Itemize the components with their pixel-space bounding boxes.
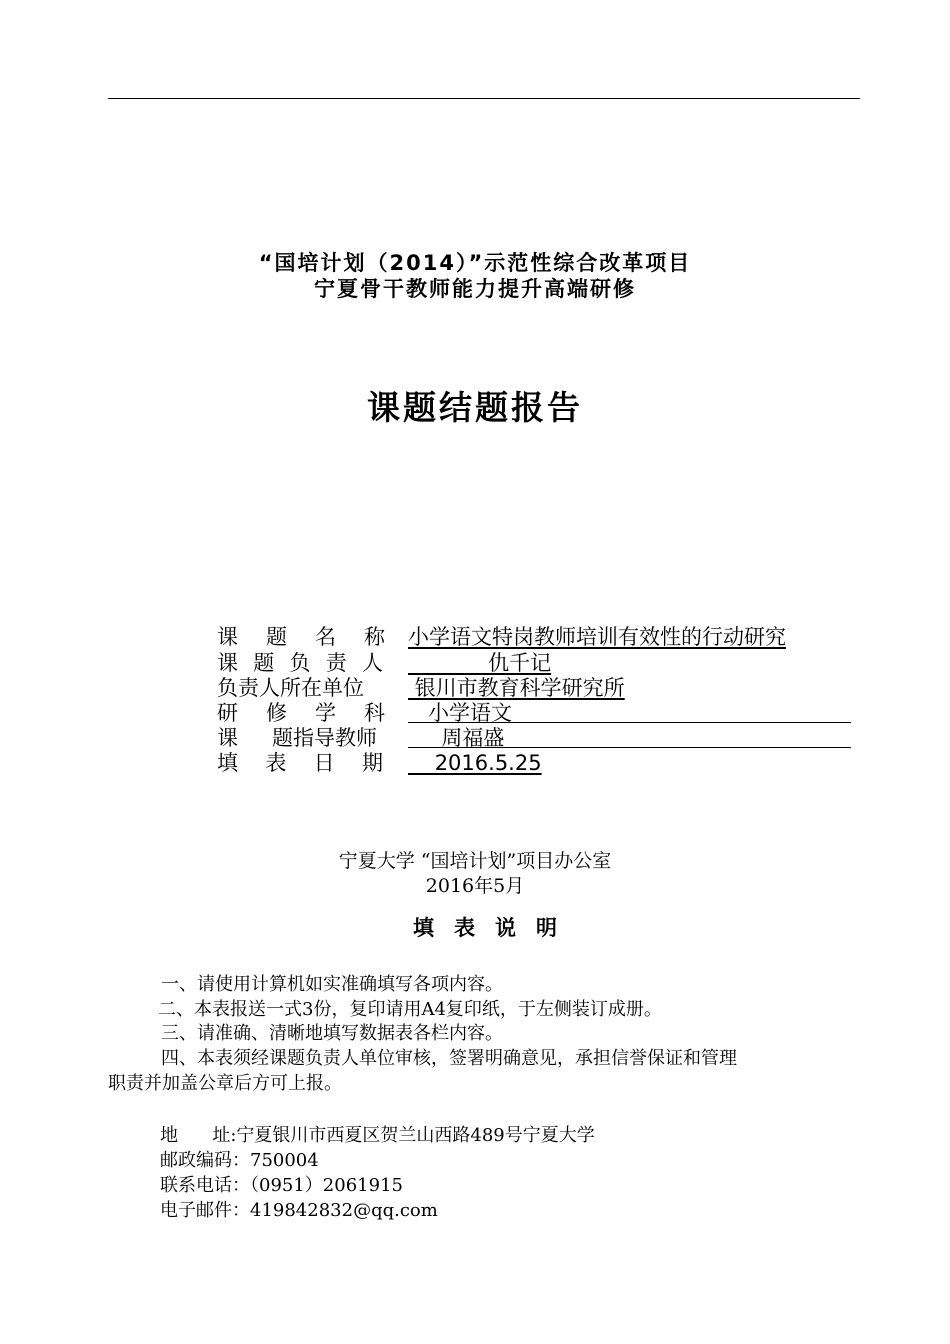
advisor-underline bbox=[408, 747, 851, 748]
info-label-char: 填 bbox=[217, 751, 238, 775]
info-label-char: 学 bbox=[315, 701, 336, 725]
info-label-char: 科 bbox=[364, 701, 385, 725]
advisor-value: 周福盛 bbox=[408, 726, 505, 750]
info-label-char: 研 bbox=[217, 701, 238, 725]
contact-postcode: 邮政编码：750004 bbox=[160, 1150, 319, 1171]
subject-underline bbox=[408, 722, 851, 723]
info-label-char: 人 bbox=[362, 651, 383, 675]
info-label bbox=[217, 624, 385, 650]
office-name: 宁夏大学 “国培计划”项目办公室 bbox=[338, 850, 612, 872]
instruction-item: 三、请准确、清晰地填写数据表各栏内容。 bbox=[161, 1023, 503, 1044]
info-label-char: 课 bbox=[217, 625, 238, 649]
info-label-char: 课 bbox=[217, 726, 238, 750]
info-label bbox=[217, 725, 385, 751]
date-value: 2016.5.25 bbox=[408, 751, 542, 775]
office-date: 2016年5月 bbox=[425, 875, 525, 897]
info-label-char: 称 bbox=[364, 625, 385, 649]
info-label-char: 负 bbox=[289, 651, 311, 675]
contact-phone: 联系电话：（0951）2061915 bbox=[160, 1175, 403, 1196]
report-title: 课题结题报告 bbox=[367, 388, 583, 427]
instruction-item: 一、请使用计算机如实准确填写各项内容。 bbox=[161, 974, 503, 995]
instruction-item-continued: 职责并加盖公章后方可上报。 bbox=[108, 1073, 342, 1094]
topic-value: 小学语文特岗教师培训有效性的行动研究 bbox=[408, 625, 786, 649]
unit-label: 负责人所在单位 bbox=[217, 676, 364, 700]
info-label-char: 课 bbox=[217, 651, 238, 675]
info-label-char: 日 bbox=[313, 751, 335, 775]
info-label-char: 名 bbox=[315, 625, 336, 649]
project-name-line1: “国培计划（2014）”示范性综合改革项目 bbox=[258, 251, 692, 275]
info-label-char: 题 bbox=[266, 625, 287, 649]
header-rule bbox=[108, 98, 860, 99]
info-label-char: 期 bbox=[361, 751, 383, 775]
leader-value: 仇千记 bbox=[408, 651, 552, 675]
instructions-title: 填表说明 bbox=[413, 916, 577, 940]
info-label-char: 责 bbox=[325, 651, 347, 675]
instruction-item: 四、本表须经课题负责人单位审核，签署明确意见，承担信誉保证和管理 bbox=[161, 1048, 737, 1069]
info-label bbox=[217, 700, 385, 726]
info-label bbox=[217, 650, 383, 676]
contact-address: 地 址:宁夏银川市西夏区贺兰山西路489号宁夏大学 bbox=[160, 1125, 595, 1146]
info-label-char: 题 bbox=[253, 651, 275, 675]
info-label-char: 修 bbox=[266, 701, 287, 725]
unit-value: 银川市教育科学研究所 bbox=[408, 676, 625, 700]
info-label-char: 表 bbox=[265, 751, 287, 775]
subject-value: 小学语文 bbox=[408, 701, 513, 725]
instruction-item: 二、本表报送一式3份，复印请用A4复印纸，于左侧装订成册。 bbox=[158, 999, 662, 1020]
info-label-suffix: 题指导教师 bbox=[272, 726, 377, 750]
info-label bbox=[217, 750, 383, 776]
contact-email: 电子邮件：419842832@qq.com bbox=[160, 1200, 438, 1221]
project-name-line2: 宁夏骨干教师能力提升高端研修 bbox=[314, 277, 636, 301]
